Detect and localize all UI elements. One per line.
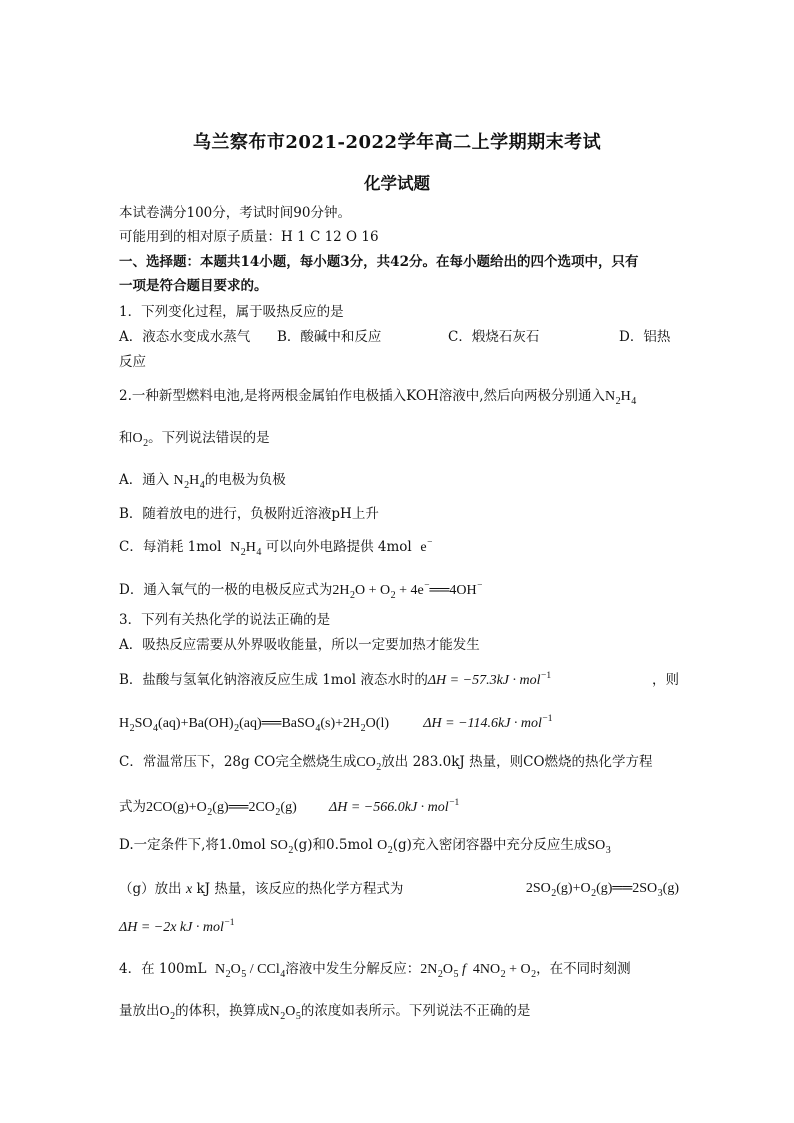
q4-stem-cont [119, 1001, 679, 1023]
q4-stem-end: ，在不同时刻测 [536, 961, 631, 977]
formula-o2: $O_2$ [159, 1004, 176, 1022]
q4-stem-text: 4．在 100mL [119, 961, 207, 977]
q2-stem-text: 2.一种新型燃料电池,是将两根金属铂作电极插入KOH溶液中,然后向两极分别通入 [119, 388, 606, 404]
q3-option-b-text [119, 670, 551, 692]
q3-option-c [119, 752, 679, 774]
q2-option-a [119, 470, 679, 492]
q4-stem2-mid: 的体积，换算成 [175, 1003, 270, 1019]
and-text: 和 [119, 430, 133, 446]
combustion-equation: $2CO(g)+O_2(g)══2CO_2(g)$ [146, 800, 297, 818]
q1-option-b: B．酸碱中和反应 [277, 329, 382, 345]
formula-n2h4: $N_2H_4$ [173, 473, 205, 491]
q2-option-d [119, 580, 679, 602]
q3-option-b-lead: B．盐酸与氢氧化钠溶液反应生成 1mol 液态水时的 [119, 672, 428, 688]
section-heading: 一、选择题：本题共14小题，每小题3分，共42分。在每小题给出的四个选项中，只有 [119, 254, 639, 270]
q2-stem-cont-text: 。下列说法错误的是 [148, 430, 270, 446]
combustion-dh: ΔH = −566.0kJ · mol [329, 800, 449, 815]
q2-option-a-text: A．通入 [119, 472, 170, 488]
formula-n2h4: $N_2H_4$ [230, 540, 262, 558]
electron-symbol: e− [420, 538, 433, 555]
q1-option-d-cont: 反应 [119, 354, 146, 370]
q1-option-a: A．液态水变成水蒸气 [119, 329, 251, 345]
page-title: 乌兰察布市2021-2022学年高二上学期期末考试 [192, 132, 602, 153]
q3-option-d-mid2: (g)充入密闭容器中充分反应生成 [392, 837, 588, 853]
formula-o2: $O_2$ [132, 431, 149, 449]
q3-option-d-cont-mid: kJ 热量，该反应的热化学方程式为 [196, 881, 404, 897]
superscript: −1 [542, 714, 553, 724]
q2-option-b: B．随着放电的进行，负极附近溶液pH上升 [119, 506, 379, 522]
q3-option-c-text: C．常温常压下，28g CO完全燃烧生成 [119, 754, 357, 770]
q1-option-c: C．煅烧石灰石 [448, 329, 540, 345]
q2-option-c-suffix: 可以向外电路提供 4mol [265, 539, 412, 555]
neutralization-dh: ΔH = −114.6kJ · mol [423, 716, 542, 731]
q3-option-b-equation [119, 713, 679, 735]
q4-stem-mid: 溶液中发生分解反应： [285, 961, 421, 977]
q3-option-d-cont-text [119, 879, 403, 900]
so2-oxidation-equation: $2SO_2(g)+O_2(g)══2SO_3(g)$ [525, 881, 679, 899]
formula-n2o5-ccl4: $N_2O_5 / CCl_4$ [215, 962, 286, 980]
intro-score-time: 本试卷满分100分，考试时间90分钟。 [119, 205, 351, 221]
page-subtitle: 化学试题 [364, 174, 430, 193]
formula-n2h4: $N_2H_4$ [605, 389, 637, 407]
intro-atomic-mass: 可能用到的相对原子质量：H 1 C 12 O 16 [119, 229, 379, 245]
section-heading-cont: 一项是符合题目要求的。 [119, 278, 268, 294]
decomposition-equation: $2N_2O_5$ f $4NO_2 + O_2$ [420, 962, 537, 980]
q2-stem [119, 386, 679, 408]
q3-option-d [119, 835, 679, 857]
q3-option-d-dh [119, 917, 679, 939]
formula-o2: $O_2$ [377, 838, 393, 856]
so2-oxidation-dh: ΔH = −2x kJ · mol [119, 920, 224, 935]
q3-option-c-mid: 放出 283.0kJ 热量，则CO燃烧的热化学方程 [381, 754, 653, 770]
superscript: −1 [224, 918, 235, 928]
variable-x: x [185, 882, 193, 897]
q3-option-c-equation [119, 797, 679, 819]
q3-stem: 3．下列有关热化学的说法正确的是 [119, 612, 331, 628]
superscript: −1 [541, 671, 552, 681]
neutralization-equation: $H_2SO_4(aq)+Ba(OH)_2(aq)══BaSO_4(s)+2H_2O(l)$ [119, 716, 389, 734]
q2-stem-cont [119, 428, 679, 450]
formula-n2o5: $N_2O_5$ [269, 1004, 301, 1022]
q4-stem2-lead: 量放出 [119, 1003, 160, 1019]
q3-option-c-lead: 式为 [119, 799, 146, 815]
q4-stem2-end: 的浓度如表所示。下列说法不正确的是 [300, 1003, 531, 1019]
q3-option-d-cont-lead: （g）放出 [119, 881, 182, 897]
formula-so2: $SO_2$ [269, 838, 294, 856]
q3-option-d-mid: (g)和0.5mol [293, 837, 373, 853]
formula-co2: $CO_2$ [356, 755, 382, 773]
electrode-equation: $2H_2O + O_2$ + 4e−══4OH− [332, 581, 483, 601]
q3-option-d-text: D.一定条件下,将1.0mol [119, 837, 266, 853]
superscript: −1 [449, 798, 460, 808]
q2-option-a-suffix: 的电极为负极 [204, 472, 286, 488]
formula-so3: $SO_3$ [587, 838, 611, 856]
q3-option-b [119, 670, 679, 692]
q3-option-d-cont [119, 879, 679, 900]
q1-option-d: D．铝热 [619, 329, 671, 345]
q3-option-b-end: ，则 [652, 672, 679, 688]
q3-option-a: A．吸热反应需要从外界吸收能量，所以一定要加热才能发生 [119, 637, 480, 653]
q3-option-b-dh: ΔH = −57.3kJ · mol [427, 673, 541, 688]
q1-stem: 1．下列变化过程，属于吸热反应的是 [119, 304, 344, 320]
q2-option-d-text: D．通入氧气的一极的电极反应式为 [119, 582, 333, 598]
q2-option-c-text: C．每消耗 1mol [119, 539, 222, 555]
q2-option-c [119, 537, 679, 559]
q4-stem [119, 959, 679, 981]
